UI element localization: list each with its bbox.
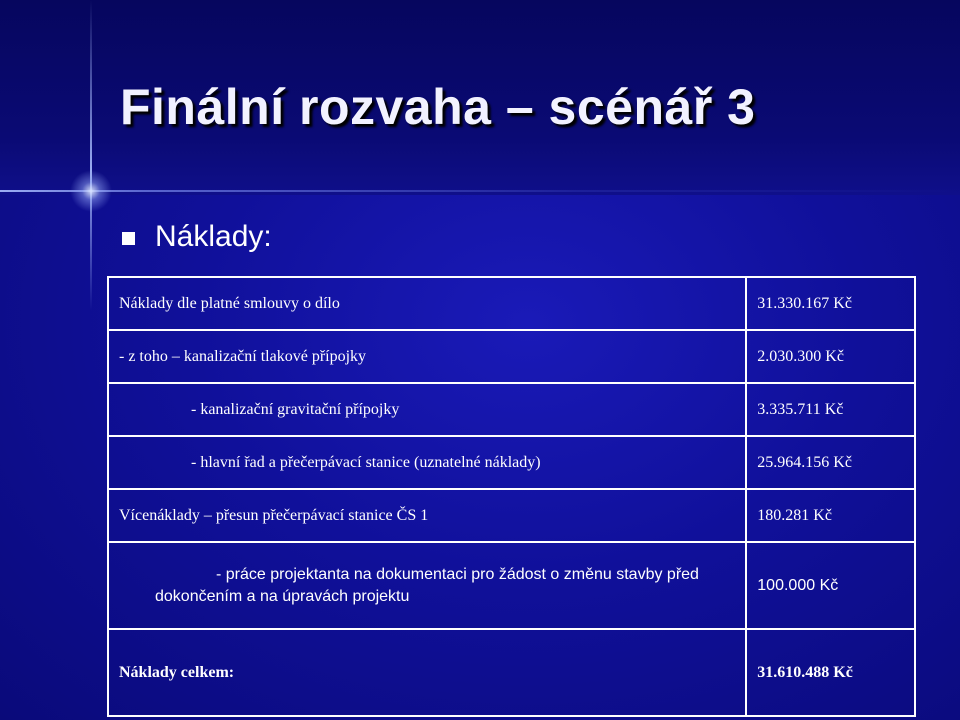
table-row [108,277,915,330]
bullet-text: Náklady: [155,220,272,253]
row-value: 31.330.167 Kč [746,277,915,330]
light-flare-horizontal [0,190,960,192]
row-label: - hlavní řad a přečerpávací stanice (uznatelné náklady) [108,436,746,489]
row-label: - z toho – kanalizační tlakové přípojky [108,330,746,383]
bullet-heading [122,220,272,254]
row-label [108,542,746,629]
row-label: Náklady dle platné smlouvy o dílo [108,277,746,330]
table-row [108,436,915,489]
row-label-line: - práce projektanta na dokumentaci pro žádost o změnu stavby před [216,565,699,583]
table-row [108,330,915,383]
slide-title: Finální rozvaha – scénář 3 [120,79,756,135]
light-flare-vertical [90,0,92,310]
row-label: - kanalizační gravitační přípojky [108,383,746,436]
row-value: 25.964.156 Kč [746,436,915,489]
table-row [108,489,915,542]
row-label-line: dokončením a na úpravách projektu [155,587,410,605]
square-bullet-icon [122,232,135,245]
row-value: 3.335.711 Kč [746,383,915,436]
table-row [108,542,915,629]
light-flare-glow [70,170,112,212]
row-value: 2.030.300 Kč [746,330,915,383]
table-row-total [108,629,915,716]
row-label: Vícenáklady – přesun přečerpávací stanice ČS 1 [108,489,746,542]
row-value: 180.281 Kč [746,489,915,542]
table-row [108,383,915,436]
total-value: 31.610.488 Kč [746,629,915,716]
row-value: 100.000 Kč [746,542,915,629]
cost-table [107,276,916,717]
total-label: Náklady celkem: [108,629,746,716]
